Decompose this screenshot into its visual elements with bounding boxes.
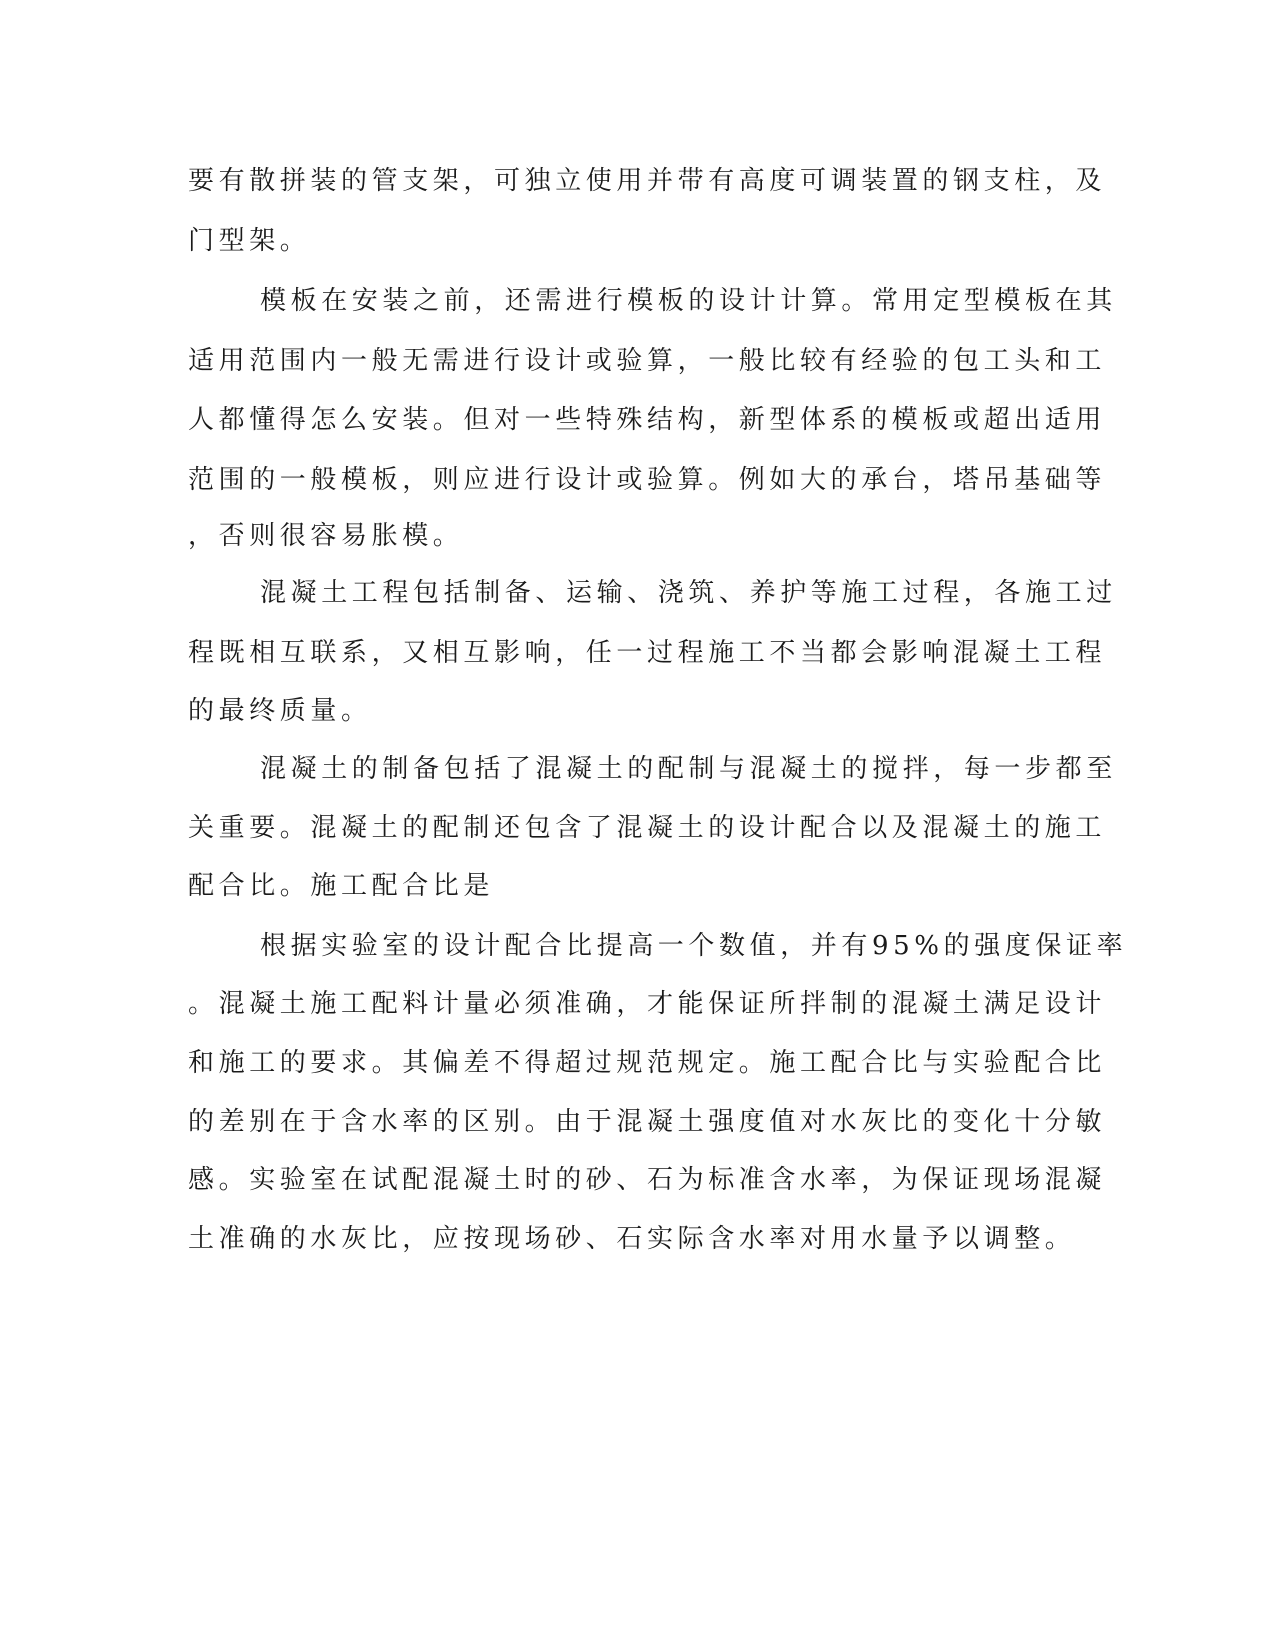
text-line: 。混凝土施工配料计量必须准确，才能保证所拌制的混凝土满足设计 [188, 989, 1107, 1019]
text-line: 的最终质量。 [188, 696, 372, 726]
paragraph-first-line: 根据实验室的设计配合比提高一个数值，并有95%的强度保证率 [260, 931, 1128, 961]
paragraph-first-line: 模板在安装之前，还需进行模板的设计计算。常用定型模板在其 [260, 286, 1117, 316]
text-line: 土准确的水灰比，应按现场砂、石实际含水率对用水量予以调整。 [188, 1224, 1076, 1254]
paragraph-first-line: 混凝土工程包括制备、运输、浇筑、养护等施工过程，各施工过 [260, 578, 1117, 608]
text-line: 程既相互联系，又相互影响，任一过程施工不当都会影响混凝土工程 [188, 638, 1107, 668]
text-line: 要有散拼装的管支架，可独立使用并带有高度可调装置的钢支柱，及 [188, 166, 1107, 196]
text-line: 配合比。施工配合比是 [188, 871, 495, 901]
text-line: 感。实验室在试配混凝土时的砂、石为标准含水率，为保证现场混凝 [188, 1165, 1107, 1195]
text-line: 人都懂得怎么安装。但对一些特殊结构，新型体系的模板或超出适用 [188, 405, 1107, 435]
paragraph-first-line: 混凝土的制备包括了混凝土的配制与混凝土的搅拌，每一步都至 [260, 754, 1117, 784]
text-line: 适用范围内一般无需进行设计或验算，一般比较有经验的包工头和工 [188, 346, 1107, 376]
text-line: 门型架。 [188, 226, 311, 256]
text-line: 范围的一般模板，则应进行设计或验算。例如大的承台，塔吊基础等 [188, 465, 1107, 495]
text-line: 和施工的要求。其偏差不得超过规范规定。施工配合比与实验配合比 [188, 1048, 1107, 1078]
text-line: 关重要。混凝土的配制还包含了混凝土的设计配合以及混凝土的施工 [188, 813, 1107, 843]
text-line: ，否则很容易胀模。 [188, 521, 464, 551]
text-line: 的差别在于含水率的区别。由于混凝土强度值对水灰比的变化十分敏 [188, 1107, 1107, 1137]
